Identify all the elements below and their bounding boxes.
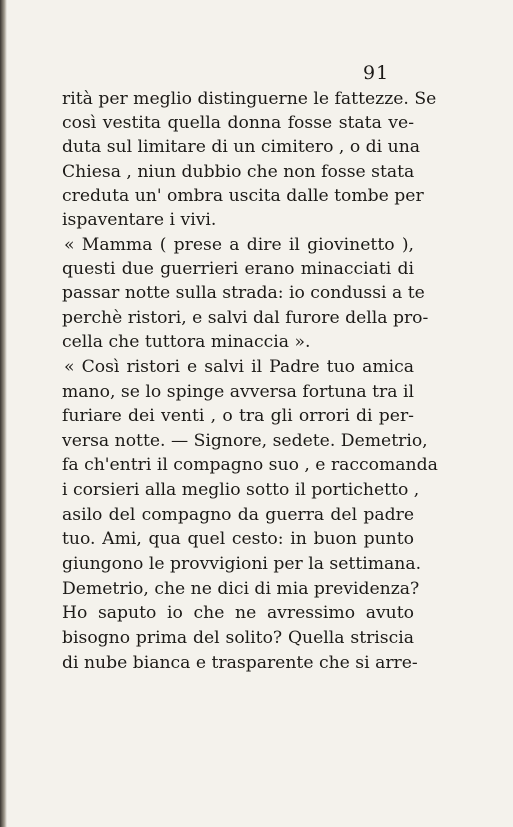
text-line: « Mamma ( prese a dire il giovinetto ), xyxy=(64,235,414,255)
text-line: i corsieri alla meglio sotto il portichetto , xyxy=(62,480,420,500)
text-line: tuo. Ami, qua quel cesto: in buon punto xyxy=(62,529,414,549)
text-line: questi due guerrieri erano minacciati di xyxy=(62,259,414,279)
text-line: « Così ristori e salvi il Padre tuo amica xyxy=(64,357,414,377)
text-line: mano, se lo spinge avversa fortuna tra il xyxy=(62,382,414,402)
text-line: ispaventare i vivi. xyxy=(62,210,217,230)
text-line: rità per meglio distinguerne le fattezze. Se xyxy=(62,89,437,109)
page-number: 91 xyxy=(363,62,390,84)
text-line: cella che tuttora minaccia ». xyxy=(62,332,311,352)
text-line: furiare dei venti , o tra gli orrori di per- xyxy=(62,406,414,426)
text-line: fa ch'entri il compagno suo , e raccomanda xyxy=(62,455,438,475)
text-line: Demetrio, che ne dici di mia previdenza? xyxy=(62,579,420,599)
text-line: di nube bianca e trasparente che si arre- xyxy=(62,653,418,673)
text-line: creduta un' ombra uscita dalle tombe per xyxy=(62,186,424,206)
page-edge-shadow xyxy=(0,0,7,827)
text-line: giungono le provvigioni per la settimana. xyxy=(62,554,422,574)
text-line: così vestita quella donna fosse stata ve- xyxy=(62,113,414,133)
text-line: perchè ristori, e salvi dal furore della pro- xyxy=(62,308,429,328)
text-line: bisogno prima del solito? Quella striscia xyxy=(62,628,414,648)
text-line: passar notte sulla strada: io condussi a te xyxy=(62,283,425,303)
text-line: versa notte. — Signore, sedete. Demetrio, xyxy=(62,431,428,451)
text-line: Ho saputo io che ne avressimo avuto xyxy=(62,603,414,623)
text-line: asilo del compagno da guerra del padre xyxy=(62,505,414,525)
text-line: Chiesa , niun dubbio che non fosse stata xyxy=(62,162,415,182)
text-line: duta sul limitare di un cimitero , o di una xyxy=(62,137,421,157)
